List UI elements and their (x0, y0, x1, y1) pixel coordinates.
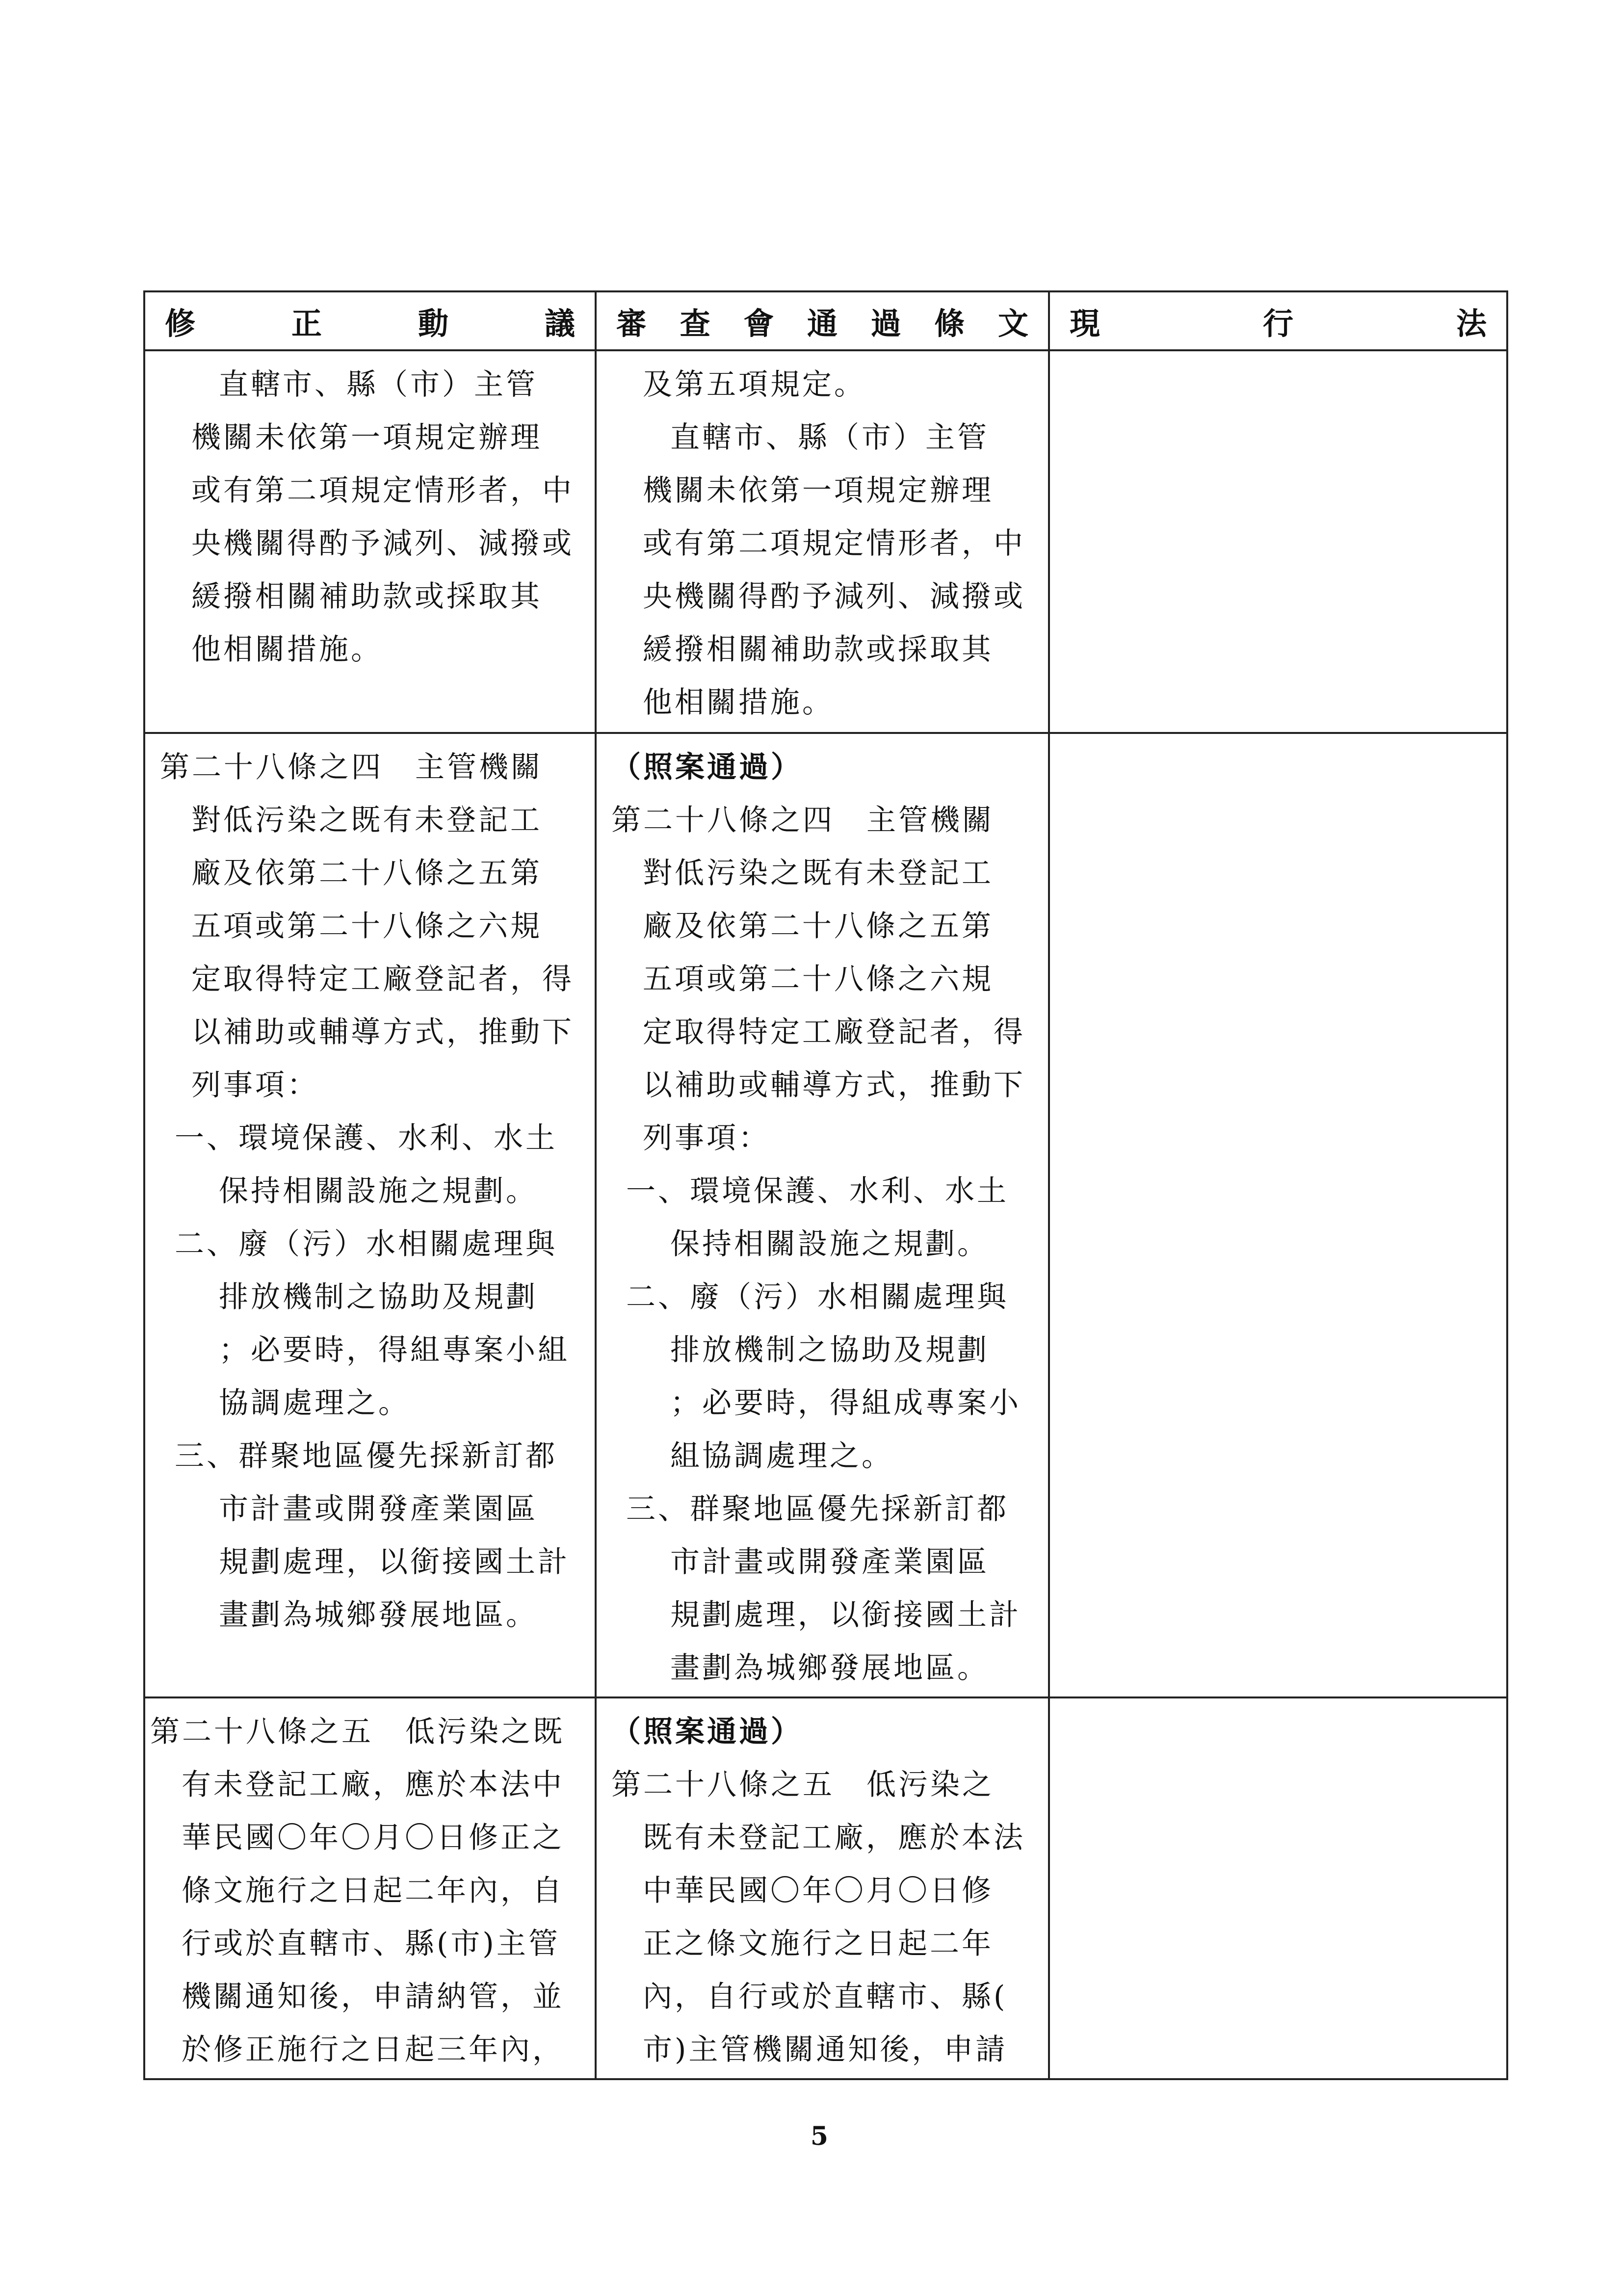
list-item: 一、環境保護、水利、水土 (175, 1121, 557, 1155)
text-line: ；必要時，得組專案小組 (219, 1333, 570, 1367)
text-line: 他相關措施。 (643, 685, 834, 720)
text-line: 規劃處理，以銜接國土計 (670, 1598, 1021, 1632)
text-line: 對低污染之既有未登記工 (191, 803, 542, 837)
text-line: 條文施行之日起二年內，自 (182, 1874, 564, 1908)
header-committee-text (596, 291, 1049, 350)
table-row (144, 733, 1507, 1697)
text-line: 市)主管機關通知後，申請 (643, 2033, 1008, 2067)
text-line: 協調處理之。 (219, 1386, 410, 1420)
amendment-cell (144, 1697, 596, 2079)
text-line: 於修正施行之日起三年內， (182, 2033, 564, 2067)
header-char: 正 (291, 305, 322, 341)
text-line: 定取得特定工廠登記者，得 (191, 962, 574, 996)
text-line: 華民國〇年〇月〇日修正之 (182, 1821, 564, 1855)
text-line: 央機關得酌予減列、減撥或 (191, 526, 574, 561)
approved-note: （照案通過） (611, 750, 803, 784)
text-line: 五項或第二十八條之六規 (191, 909, 542, 943)
article-heading: 第二十八條之四 主管機關 (160, 750, 543, 784)
text-line: 他相關措施。 (191, 632, 383, 667)
table-row (144, 1697, 1507, 2079)
text-line: 列事項： (643, 1121, 770, 1155)
text-line: 市計畫或開發產業園區 (219, 1492, 538, 1526)
text-line: 中華民國〇年〇月〇日修 (643, 1874, 994, 1908)
article-heading: 第二十八條之五 低污染之 (611, 1768, 994, 1802)
page-number: 5 (810, 2121, 829, 2151)
text-line: 直轄市、縣（市）主管 (670, 420, 989, 455)
text-line: 保持相關設施之規劃。 (670, 1227, 989, 1261)
text-line: 組協調處理之。 (670, 1439, 893, 1473)
text-line: 央機關得酌予減列、減撥或 (643, 579, 1025, 614)
header-current-law (1049, 291, 1507, 350)
text-line: 五項或第二十八條之六規 (643, 962, 994, 996)
header-char: 審 (616, 305, 647, 341)
header-char: 現 (1070, 305, 1100, 341)
article-heading: 第二十八條之五 低污染之既 (150, 1715, 565, 1749)
text-line: 行或於直轄市、縣(市)主管 (182, 1927, 560, 1961)
list-item: 一、環境保護、水利、水土 (626, 1174, 1009, 1208)
text-line: 保持相關設施之規劃。 (219, 1174, 538, 1208)
current-law-cell (1049, 1697, 1507, 2079)
header-char: 法 (1456, 305, 1487, 341)
amendment-cell (144, 733, 596, 1697)
header-amendment (144, 291, 596, 350)
text-line: 畫劃為城鄉發展地區。 (670, 1651, 989, 1685)
header-char: 會 (743, 305, 774, 341)
text-line: 緩撥相關補助款或採取其 (191, 579, 542, 614)
header-char: 文 (997, 305, 1028, 341)
header-char: 通 (807, 305, 838, 341)
amendment-cell (144, 350, 596, 733)
header-char: 行 (1262, 305, 1293, 341)
list-item: 三、群聚地區優先採新訂都 (626, 1492, 1009, 1526)
text-line: ；必要時，得組成專案小 (670, 1386, 1021, 1420)
text-line: 直轄市、縣（市）主管 (219, 367, 538, 402)
text-line: 以補助或輔導方式，推動下 (191, 1015, 574, 1049)
approved-note: （照案通過） (611, 1715, 803, 1749)
list-item: 三、群聚地區優先採新訂都 (175, 1439, 557, 1473)
list-item: 二、廢（污）水相關處理與 (175, 1227, 557, 1261)
committee-cell (596, 350, 1049, 733)
text-line: 內，自行或於直轄市、縣( (643, 1980, 1008, 2014)
text-line: 畫劃為城鄉發展地區。 (219, 1598, 538, 1632)
text-line: 廠及依第二十八條之五第 (643, 909, 994, 943)
header-char: 查 (680, 305, 710, 341)
header-char: 過 (870, 305, 901, 341)
text-line: 機關未依第一項規定辦理 (643, 473, 994, 508)
text-line: 緩撥相關補助款或採取其 (643, 632, 994, 667)
text-line: 規劃處理，以銜接國土計 (219, 1545, 570, 1579)
header-char: 條 (934, 305, 965, 341)
committee-cell (596, 1697, 1049, 2079)
text-line: 或有第二項規定情形者，中 (643, 526, 1025, 561)
text-line: 或有第二項規定情形者，中 (191, 473, 574, 508)
text-line: 對低污染之既有未登記工 (643, 856, 994, 890)
article-heading: 第二十八條之四 主管機關 (611, 803, 994, 837)
table-row (144, 350, 1507, 733)
current-law-cell (1049, 733, 1507, 1697)
text-line: 有未登記工廠，應於本法中 (182, 1768, 564, 1802)
committee-cell (596, 733, 1049, 1697)
text-line: 機關通知後，申請納管，並 (182, 1980, 564, 2014)
text-line: 以補助或輔導方式，推動下 (643, 1068, 1025, 1102)
header-char: 議 (544, 305, 575, 341)
text-line: 定取得特定工廠登記者，得 (643, 1015, 1025, 1049)
current-law-cell (1049, 350, 1507, 733)
header-row (144, 291, 1507, 350)
text-line: 列事項： (191, 1068, 319, 1102)
header-char: 修 (165, 305, 196, 341)
text-line: 市計畫或開發產業園區 (670, 1545, 989, 1579)
text-line: 排放機制之協助及規劃 (670, 1333, 989, 1367)
text-line: 機關未依第一項規定辦理 (191, 420, 542, 455)
text-line: 排放機制之協助及規劃 (219, 1280, 538, 1314)
text-line: 既有未登記工廠，應於本法 (643, 1821, 1025, 1855)
header-char: 動 (418, 305, 448, 341)
text-line: 廠及依第二十八條之五第 (191, 856, 542, 890)
comparison-table (143, 290, 1508, 2080)
text-line: 正之條文施行之日起二年 (643, 1927, 994, 1961)
list-item: 二、廢（污）水相關處理與 (626, 1280, 1009, 1314)
text-line: 及第五項規定。 (643, 367, 866, 402)
